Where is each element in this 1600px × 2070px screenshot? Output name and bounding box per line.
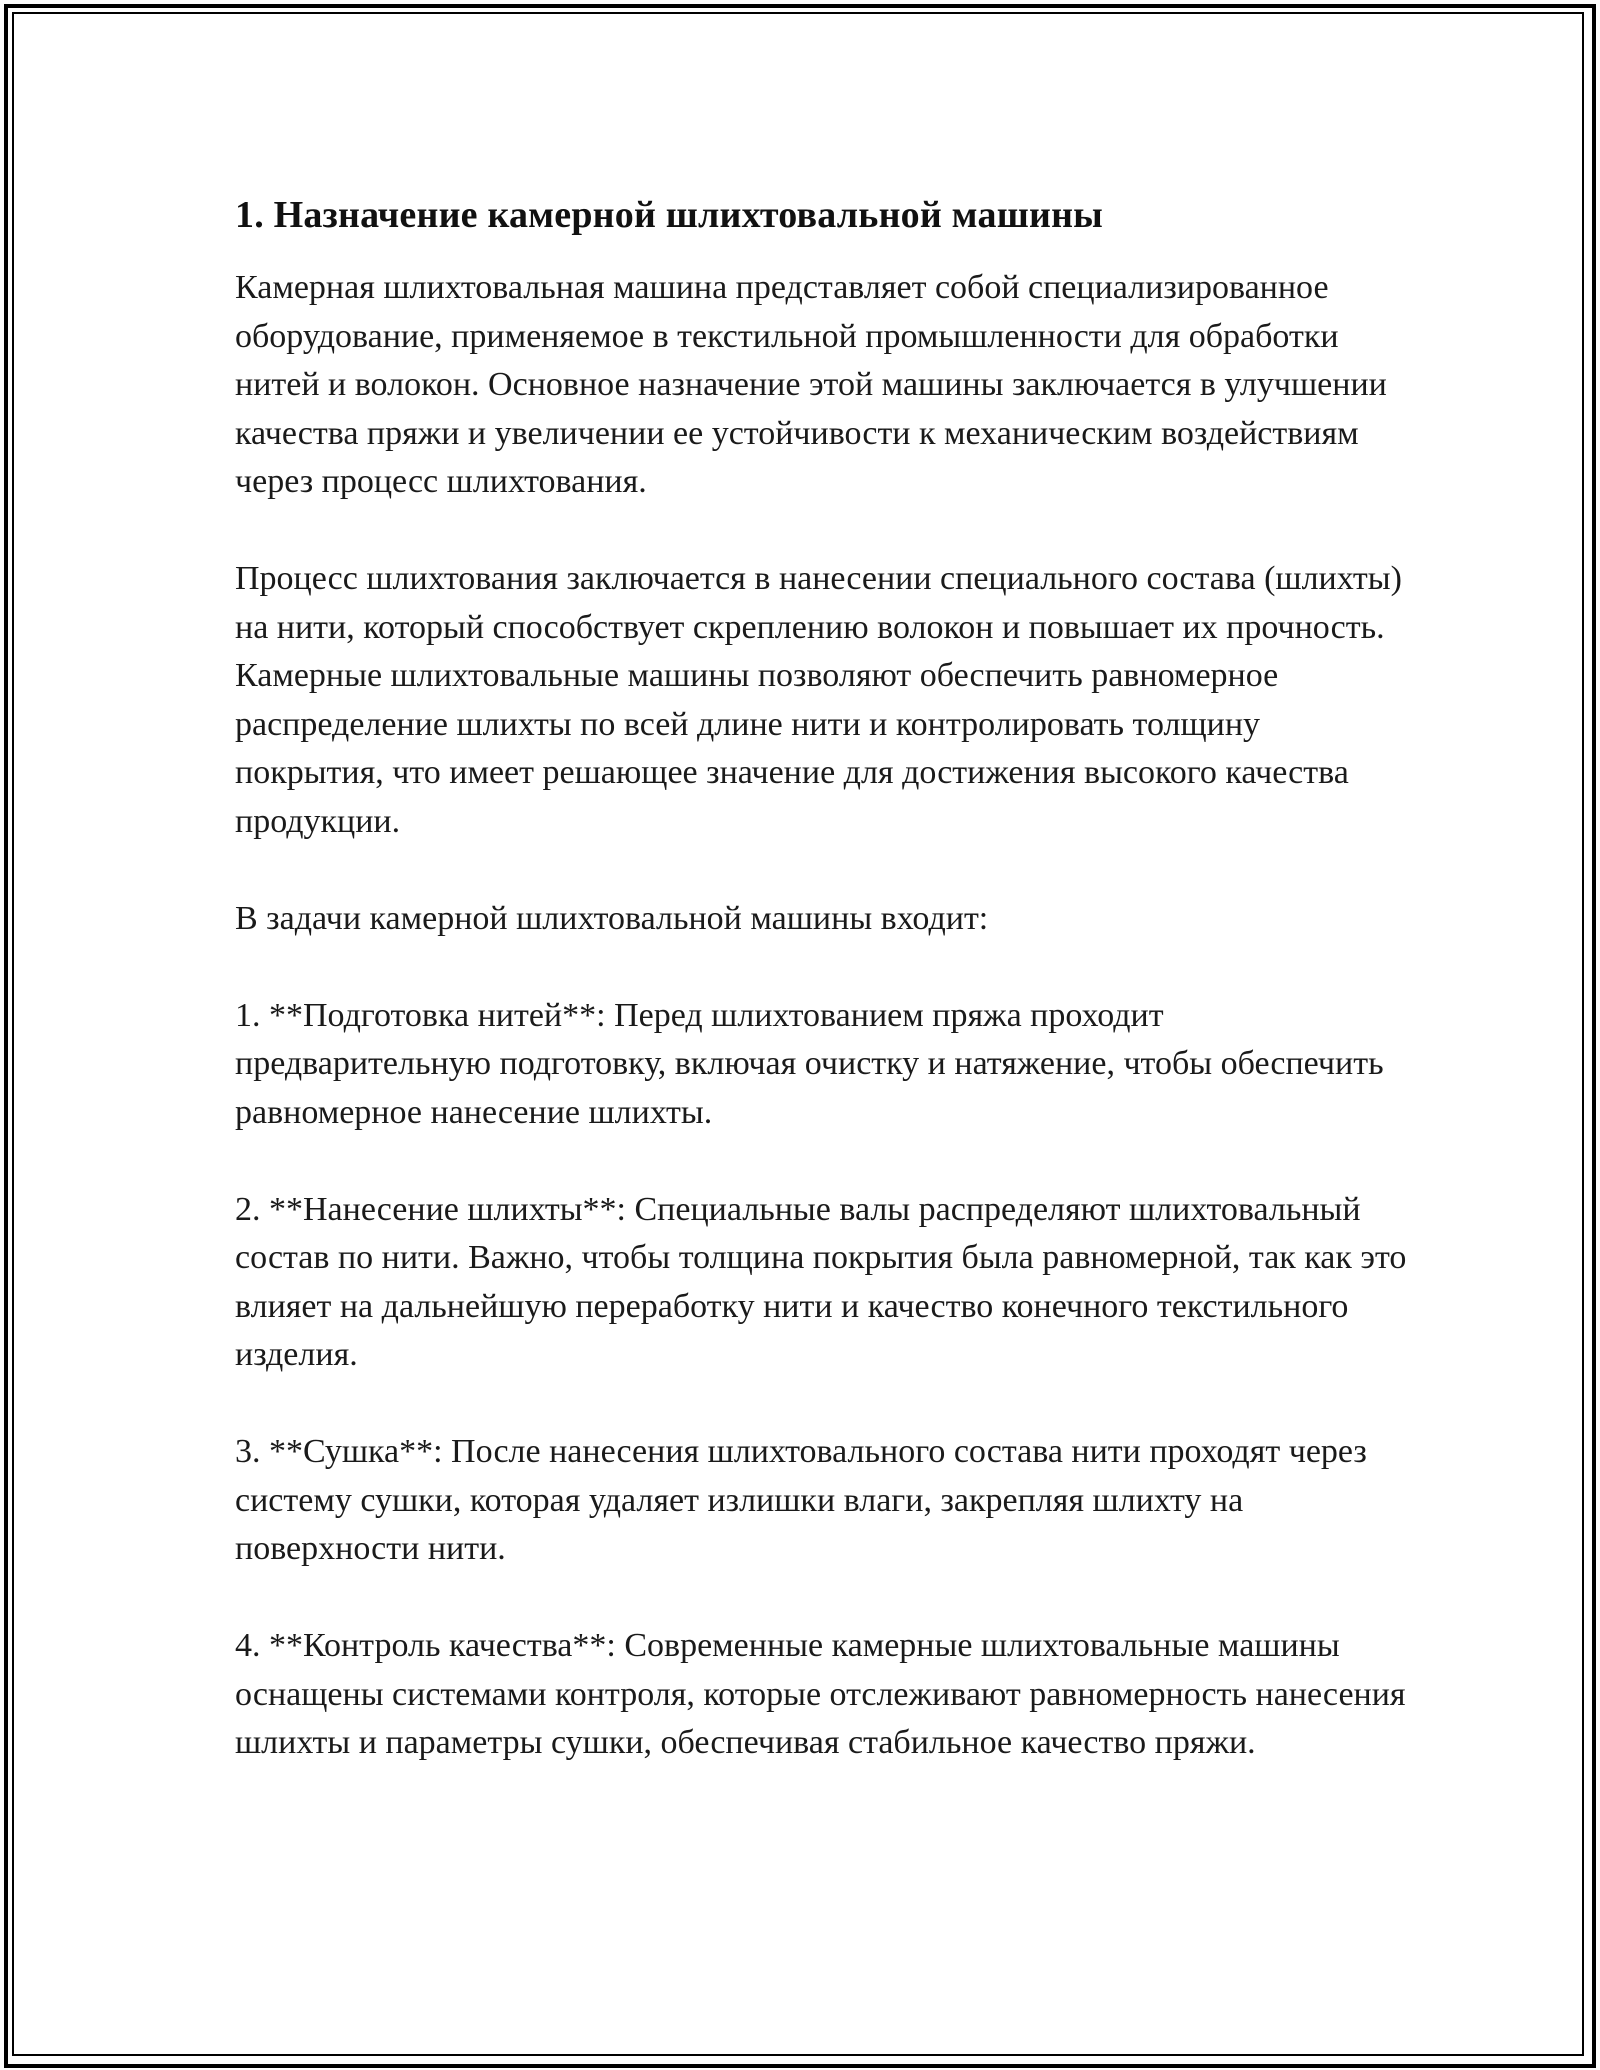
- document-title: 1. Назначение камерной шлихтовальной машины: [235, 194, 1104, 236]
- list-item-drying: 3. **Сушка**: После нанесения шлихтовального состава нити проходят через систему сушки, которая удаляет излишки влаги, закрепляя шлихту на поверхности нити.: [235, 1433, 1367, 1567]
- paragraph-process: Процесс шлихтования заключается в нанесении специального состава (шлихты) на нити, который способствует скреплению волокон и повышает их прочность. Камерные шлихтовальные машины позволяют обеспечить равномерное распределение шлихты по всей длине нити и контролировать толщину покрытия, что имеет решающее значение для достижения высокого качества продукции.: [235, 560, 1402, 840]
- list-item-quality-control: 4. **Контроль качества**: Современные камерные шлихтовальные машины оснащены системами контроля, которые отслеживают равномерность нанесения шлихты и параметры сушки, обеспечивая стабильное качество пряжи.: [235, 1627, 1406, 1761]
- paragraph-tasks-lead: В задачи камерной шлихтовальной машины входит:: [235, 899, 989, 937]
- list-item-preparation: 1. **Подготовка нитей**: Перед шлихтованием пряжа проходит предварительную подготовку, включая очистку и натяжение, чтобы обеспечить равномерное нанесение шлихты.: [235, 996, 1384, 1131]
- paragraph-intro: Камерная шлихтовальная машина представляет собой специализированное оборудование, применяемое в текстильной промышленности для обработки нитей и волокон. Основное назначение этой машины заключается в улучшении качества пряжи и увеличении ее устойчивости к механическим воздействиям через процесс шлихтования.: [235, 269, 1387, 500]
- document-body: [235, 188, 1415, 1768]
- list-item-application: 2. **Нанесение шлихты**: Специальные валы распределяют шлихтовальный состав по нити. Важно, чтобы толщина покрытия была равномерной, так как это влияет на дальнейшую переработку нити и качество конечного текстильного изделия.: [235, 1190, 1407, 1373]
